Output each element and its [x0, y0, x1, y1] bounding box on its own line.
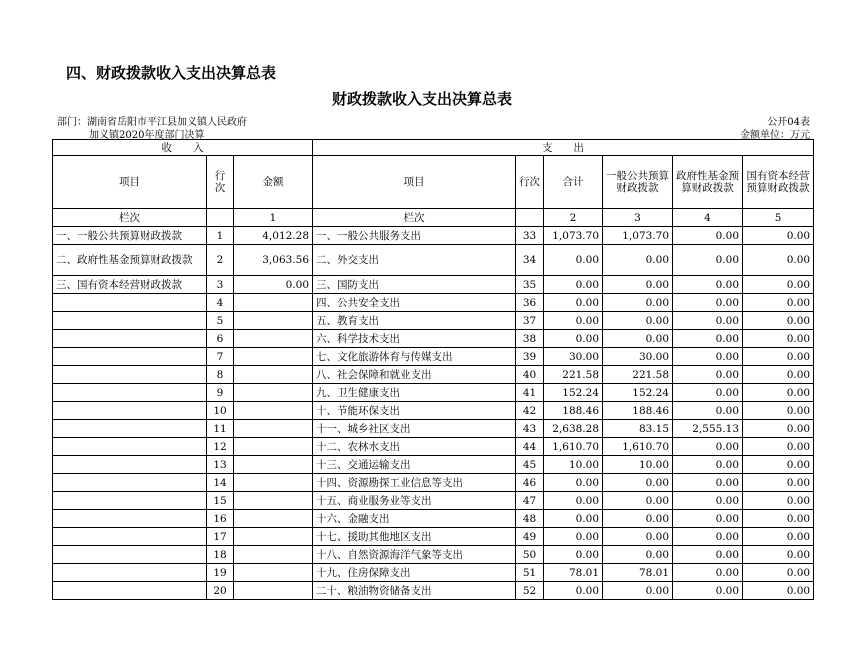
income-amount: 0.00 — [234, 276, 313, 294]
table-row — [53, 474, 814, 492]
income-row-no: 10 — [207, 402, 234, 420]
income-row-no: 4 — [207, 294, 234, 312]
expense-item: 九、卫生健康支出 — [313, 384, 516, 402]
income-row-no-header: 行次 — [207, 156, 234, 209]
general-budget-amount: 152.24 — [603, 384, 673, 402]
total-amount: 10.00 — [544, 456, 603, 474]
empty-cell — [207, 209, 234, 227]
state-capital-amount: 0.00 — [743, 330, 814, 348]
income-row-no: 19 — [207, 564, 234, 582]
fund-budget-amount: 0.00 — [673, 474, 743, 492]
expense-item: 十七、援助其他地区支出 — [313, 528, 516, 546]
income-item — [53, 294, 207, 312]
fund-budget-amount: 2,555.13 — [673, 420, 743, 438]
fund-budget-amount: 0.00 — [673, 294, 743, 312]
table-row — [53, 402, 814, 420]
general-budget-amount: 0.00 — [603, 312, 673, 330]
income-item — [53, 438, 207, 456]
income-row-no: 7 — [207, 348, 234, 366]
fund-budget-amount: 0.00 — [673, 384, 743, 402]
fund-budget-amount: 0.00 — [673, 276, 743, 294]
income-item — [53, 582, 207, 600]
total-amount: 0.00 — [544, 330, 603, 348]
column-index-1: 1 — [234, 209, 313, 227]
income-row-no: 17 — [207, 528, 234, 546]
income-amount — [234, 528, 313, 546]
income-amount — [234, 294, 313, 312]
income-row-no: 5 — [207, 312, 234, 330]
total-amount: 78.01 — [544, 564, 603, 582]
income-amount-header: 金额 — [234, 156, 313, 209]
general-budget-amount: 0.00 — [603, 276, 673, 294]
income-item — [53, 546, 207, 564]
table-row — [53, 564, 814, 582]
total-amount: 0.00 — [544, 528, 603, 546]
income-row-no: 6 — [207, 330, 234, 348]
general-budget-amount: 0.00 — [603, 294, 673, 312]
income-row-no: 11 — [207, 420, 234, 438]
report-subtitle: 加义镇2020年度部门决算 — [89, 130, 205, 141]
general-budget-amount: 1,073.70 — [603, 227, 673, 245]
general-budget-amount: 188.46 — [603, 402, 673, 420]
general-budget-amount: 0.00 — [603, 245, 673, 276]
section-heading: 四、财政拨款收入支出决算总表 — [66, 64, 277, 82]
income-header: 收 入 — [53, 140, 313, 156]
income-row-no: 3 — [207, 276, 234, 294]
income-amount — [234, 312, 313, 330]
fund-budget-amount: 0.00 — [673, 528, 743, 546]
state-capital-amount: 0.00 — [743, 456, 814, 474]
table-row — [53, 438, 814, 456]
expense-row-no: 48 — [516, 510, 544, 528]
fund-budget-amount: 0.00 — [673, 582, 743, 600]
fund-budget-amount: 0.00 — [673, 546, 743, 564]
state-capital-amount: 0.00 — [743, 546, 814, 564]
income-item — [53, 384, 207, 402]
expense-row-no: 52 — [516, 582, 544, 600]
total-amount: 221.58 — [544, 366, 603, 384]
expense-item: 五、教育支出 — [313, 312, 516, 330]
income-amount: 3,063.56 — [234, 245, 313, 276]
income-row-no: 9 — [207, 384, 234, 402]
department-label: 部门：湖南省岳阳市平江县加义镇人民政府 — [57, 117, 247, 128]
income-row-no: 15 — [207, 492, 234, 510]
empty-cell — [516, 209, 544, 227]
income-item-header: 项目 — [53, 156, 207, 209]
fund-budget-amount: 0.00 — [673, 312, 743, 330]
income-amount — [234, 564, 313, 582]
expense-item: 三、国防支出 — [313, 276, 516, 294]
income-item — [53, 348, 207, 366]
fund-budget-amount: 0.00 — [673, 245, 743, 276]
expense-item: 十四、资源勘探工业信息等支出 — [313, 474, 516, 492]
expense-item: 四、公共安全支出 — [313, 294, 516, 312]
income-item — [53, 366, 207, 384]
column-index-row — [53, 209, 814, 227]
expense-row-no: 42 — [516, 402, 544, 420]
fund-budget-amount: 0.00 — [673, 438, 743, 456]
expense-row-no: 36 — [516, 294, 544, 312]
state-capital-amount: 0.00 — [743, 510, 814, 528]
state-capital-amount: 0.00 — [743, 348, 814, 366]
income-amount — [234, 456, 313, 474]
income-amount — [234, 366, 313, 384]
general-budget-amount: 1,610.70 — [603, 438, 673, 456]
state-capital-amount: 0.00 — [743, 402, 814, 420]
table-row — [53, 546, 814, 564]
total-amount: 0.00 — [544, 312, 603, 330]
fund-budget-amount: 0.00 — [673, 402, 743, 420]
expense-row-no: 43 — [516, 420, 544, 438]
expense-item: 十一、城乡社区支出 — [313, 420, 516, 438]
fund-budget-amount: 0.00 — [673, 492, 743, 510]
state-capital-amount: 0.00 — [743, 227, 814, 245]
total-amount: 0.00 — [544, 276, 603, 294]
expense-row-no: 46 — [516, 474, 544, 492]
state-capital-amount: 0.00 — [743, 366, 814, 384]
income-item — [53, 528, 207, 546]
expense-item: 十八、自然资源海洋气象等支出 — [313, 546, 516, 564]
fund-budget-amount: 0.00 — [673, 348, 743, 366]
income-item: 一、一般公共预算财政拨款 — [53, 227, 207, 245]
state-capital-amount: 0.00 — [743, 582, 814, 600]
income-item — [53, 564, 207, 582]
general-budget-amount: 0.00 — [603, 546, 673, 564]
fund-budget-amount: 0.00 — [673, 456, 743, 474]
general-budget-header: 一般公共预算财政拨款 — [603, 156, 673, 209]
general-budget-amount: 0.00 — [603, 474, 673, 492]
income-amount — [234, 474, 313, 492]
income-row-no: 2 — [207, 245, 234, 276]
state-capital-amount: 0.00 — [743, 245, 814, 276]
fund-budget-amount: 0.00 — [673, 227, 743, 245]
expense-item: 八、社会保障和就业支出 — [313, 366, 516, 384]
header-row-2 — [53, 156, 814, 209]
total-header: 合计 — [544, 156, 603, 209]
income-item — [53, 492, 207, 510]
table-row — [53, 492, 814, 510]
income-amount: 4,012.28 — [234, 227, 313, 245]
general-budget-amount: 0.00 — [603, 510, 673, 528]
fund-budget-amount: 0.00 — [673, 366, 743, 384]
table-row — [53, 330, 814, 348]
table-row — [53, 420, 814, 438]
income-item — [53, 510, 207, 528]
table-row — [53, 510, 814, 528]
expense-row-no: 40 — [516, 366, 544, 384]
expense-item-header: 项目 — [313, 156, 516, 209]
expense-row-no: 34 — [516, 245, 544, 276]
general-budget-amount: 10.00 — [603, 456, 673, 474]
fund-budget-header: 政府性基金预算财政拨款 — [673, 156, 743, 209]
header-row-1 — [53, 140, 814, 156]
fund-budget-amount: 0.00 — [673, 510, 743, 528]
state-capital-amount: 0.00 — [743, 492, 814, 510]
amount-unit: 金额单位：万元 — [740, 130, 810, 141]
table-row — [53, 227, 814, 245]
income-row-no: 13 — [207, 456, 234, 474]
table-row — [53, 348, 814, 366]
expense-row-no: 37 — [516, 312, 544, 330]
state-capital-amount: 0.00 — [743, 438, 814, 456]
column-index-3: 3 — [603, 209, 673, 227]
expense-item: 十二、农林水支出 — [313, 438, 516, 456]
expense-row-no: 35 — [516, 276, 544, 294]
total-amount: 0.00 — [544, 474, 603, 492]
expense-row-no: 49 — [516, 528, 544, 546]
income-amount — [234, 510, 313, 528]
expense-item: 二、外交支出 — [313, 245, 516, 276]
expense-row-no: 44 — [516, 438, 544, 456]
income-item — [53, 474, 207, 492]
state-capital-amount: 0.00 — [743, 528, 814, 546]
total-amount: 152.24 — [544, 384, 603, 402]
income-amount — [234, 330, 313, 348]
fund-budget-amount: 0.00 — [673, 564, 743, 582]
table-row — [53, 528, 814, 546]
total-amount: 0.00 — [544, 245, 603, 276]
page-title: 财政拨款收入支出决算总表 — [331, 90, 512, 108]
expense-row-no: 41 — [516, 384, 544, 402]
state-capital-amount: 0.00 — [743, 564, 814, 582]
table-row — [53, 294, 814, 312]
total-amount: 30.00 — [544, 348, 603, 366]
expense-item: 十九、住房保障支出 — [313, 564, 516, 582]
budget-table — [52, 139, 814, 600]
expense-item: 十、节能环保支出 — [313, 402, 516, 420]
table-row — [53, 366, 814, 384]
total-amount: 188.46 — [544, 402, 603, 420]
state-capital-amount: 0.00 — [743, 294, 814, 312]
total-amount: 0.00 — [544, 546, 603, 564]
income-row-no: 12 — [207, 438, 234, 456]
expense-row-no: 45 — [516, 456, 544, 474]
table-row — [53, 582, 814, 600]
column-label-2: 栏次 — [313, 209, 516, 227]
table-row — [53, 245, 814, 276]
expense-item: 六、科学技术支出 — [313, 330, 516, 348]
income-row-no: 1 — [207, 227, 234, 245]
income-amount — [234, 384, 313, 402]
general-budget-amount: 0.00 — [603, 492, 673, 510]
general-budget-amount: 0.00 — [603, 582, 673, 600]
total-amount: 1,610.70 — [544, 438, 603, 456]
income-item — [53, 456, 207, 474]
income-row-no: 16 — [207, 510, 234, 528]
state-capital-amount: 0.00 — [743, 276, 814, 294]
general-budget-amount: 83.15 — [603, 420, 673, 438]
form-number: 公开04表 — [767, 117, 810, 128]
table-row — [53, 312, 814, 330]
expense-row-no: 38 — [516, 330, 544, 348]
income-row-no: 8 — [207, 366, 234, 384]
general-budget-amount: 78.01 — [603, 564, 673, 582]
expense-item: 十六、金融支出 — [313, 510, 516, 528]
expense-row-no: 50 — [516, 546, 544, 564]
income-amount — [234, 582, 313, 600]
expense-item: 一、一般公共服务支出 — [313, 227, 516, 245]
income-amount — [234, 492, 313, 510]
income-amount — [234, 402, 313, 420]
income-item — [53, 330, 207, 348]
income-item — [53, 402, 207, 420]
expense-item: 十三、交通运输支出 — [313, 456, 516, 474]
income-item: 三、国有资本经营财政拨款 — [53, 276, 207, 294]
state-capital-amount: 0.00 — [743, 474, 814, 492]
expense-row-no: 47 — [516, 492, 544, 510]
state-capital-amount: 0.00 — [743, 420, 814, 438]
total-amount: 1,073.70 — [544, 227, 603, 245]
column-label: 栏次 — [53, 209, 207, 227]
column-index-4: 4 — [673, 209, 743, 227]
general-budget-amount: 221.58 — [603, 366, 673, 384]
income-amount — [234, 438, 313, 456]
general-budget-amount: 0.00 — [603, 528, 673, 546]
state-capital-amount: 0.00 — [743, 312, 814, 330]
expense-row-no: 39 — [516, 348, 544, 366]
income-row-no: 18 — [207, 546, 234, 564]
income-item: 二、政府性基金预算财政拨款 — [53, 245, 207, 276]
income-item — [53, 420, 207, 438]
total-amount: 0.00 — [544, 294, 603, 312]
expense-row-no: 51 — [516, 564, 544, 582]
total-amount: 0.00 — [544, 510, 603, 528]
income-row-no: 14 — [207, 474, 234, 492]
income-amount — [234, 420, 313, 438]
general-budget-amount: 0.00 — [603, 330, 673, 348]
income-amount — [234, 546, 313, 564]
expense-header: 支 出 — [313, 140, 814, 156]
total-amount: 0.00 — [544, 582, 603, 600]
state-capital-amount: 0.00 — [743, 384, 814, 402]
expense-item: 二十、粮油物资储备支出 — [313, 582, 516, 600]
income-item — [53, 312, 207, 330]
expense-item: 十五、商业服务业等支出 — [313, 492, 516, 510]
fund-budget-amount: 0.00 — [673, 330, 743, 348]
expense-row-no: 33 — [516, 227, 544, 245]
expense-row-no-header: 行次 — [516, 156, 544, 209]
table-row — [53, 456, 814, 474]
general-budget-amount: 30.00 — [603, 348, 673, 366]
column-index-5: 5 — [743, 209, 814, 227]
state-capital-header: 国有资本经营预算财政拨款 — [743, 156, 814, 209]
total-amount: 0.00 — [544, 492, 603, 510]
income-amount — [234, 348, 313, 366]
column-index-2: 2 — [544, 209, 603, 227]
expense-item: 七、文化旅游体育与传媒支出 — [313, 348, 516, 366]
income-row-no: 20 — [207, 582, 234, 600]
table-row — [53, 276, 814, 294]
table-row — [53, 384, 814, 402]
total-amount: 2,638.28 — [544, 420, 603, 438]
